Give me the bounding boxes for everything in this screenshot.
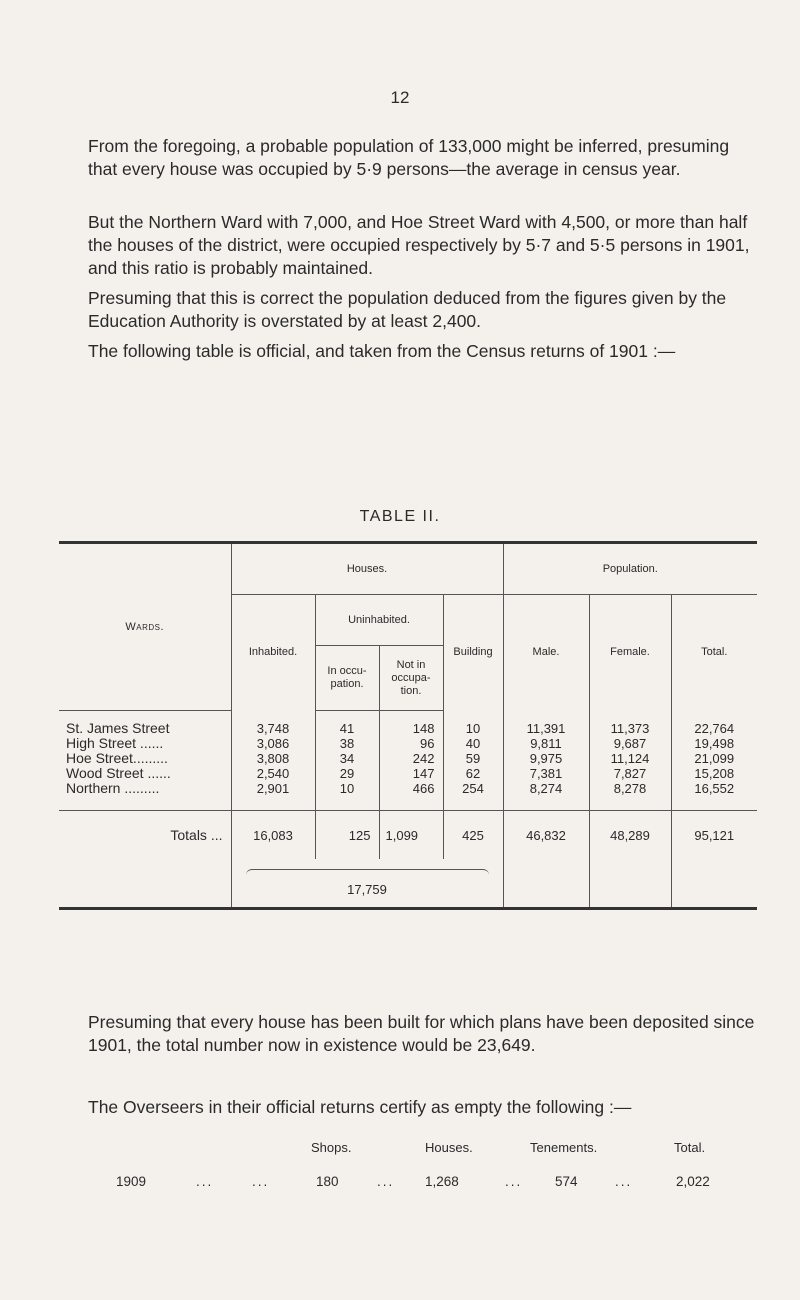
building-cell: 59 [443, 751, 503, 766]
total-cell: 15,208 [671, 766, 757, 781]
houses-grand-total-cell [231, 859, 503, 909]
building-cell: 40 [443, 736, 503, 751]
header-building: Building [443, 595, 503, 711]
male-cell: 11,391 [503, 721, 589, 736]
table-row [59, 766, 757, 781]
female-cell: 9,687 [589, 736, 671, 751]
ward-name: Hoe Street......... [66, 750, 168, 766]
header-wards-label: Wards. [125, 620, 165, 633]
header-inhabited: Inhabited. [231, 595, 315, 711]
ward-name: Northern ......... [66, 780, 160, 796]
separator-row [59, 796, 757, 811]
male-cell: 9,975 [503, 751, 589, 766]
not-in-occupation-cell: 466 [379, 781, 443, 796]
empties-houses: 1,268 [425, 1174, 459, 1189]
total-cell: 22,764 [671, 721, 757, 736]
dots: ... [615, 1174, 633, 1189]
empties-shops: 180 [316, 1174, 339, 1189]
not-in-occupation-cell: 242 [379, 751, 443, 766]
table-title: TABLE II. [359, 508, 441, 525]
in-occupation-cell: 41 [315, 721, 379, 736]
empties-total: 2,022 [676, 1174, 710, 1189]
header-male: Male. [503, 595, 589, 711]
table-row [59, 781, 757, 796]
in-occupation-cell: 10 [315, 781, 379, 796]
totals-label: Totals ... [170, 826, 223, 843]
paragraph-population-inference: From the foregoing, a probable population of 133,000 might be inferred, presuming that every house was occupied by 5·9 persons—the average in census year. [88, 136, 730, 179]
header-uninhabited: Uninhabited. [315, 595, 443, 646]
empties-year: 1909 [116, 1174, 147, 1189]
header-in-occupation: In occu- pation. [315, 646, 379, 711]
building-cell: 10 [443, 721, 503, 736]
empties-header-tenements: Tenements. [530, 1140, 598, 1155]
building-cell: 62 [443, 766, 503, 781]
houses-grand-total-row [59, 859, 757, 909]
inhabited-cell: 2,540 [231, 766, 315, 781]
dots: ... [505, 1174, 523, 1189]
total-cell: 16,552 [671, 781, 757, 796]
male-cell: 9,811 [503, 736, 589, 751]
empties-header-shops: Shops. [311, 1140, 352, 1155]
totals-inhabited: 16,083 [231, 811, 315, 860]
houses-grand-total: 17,759 [347, 882, 387, 897]
in-occupation-cell: 34 [315, 751, 379, 766]
female-cell: 11,373 [589, 721, 671, 736]
header-female: Female. [589, 595, 671, 711]
header-total: Total. [671, 595, 757, 711]
inhabited-cell: 3,808 [231, 751, 315, 766]
brace-icon [246, 869, 489, 880]
empties-header-houses: Houses. [425, 1140, 473, 1155]
female-cell: 8,278 [589, 781, 671, 796]
dots: ... [252, 1174, 270, 1189]
empties-row [0, 1174, 800, 1192]
empties-header-total: Total. [674, 1140, 706, 1155]
page-number: 12 [390, 88, 410, 107]
inhabited-cell: 2,901 [231, 781, 315, 796]
empties-tenements: 574 [555, 1174, 578, 1189]
totals-not-in-occupation: 1,099 [379, 811, 443, 860]
female-cell: 7,827 [589, 766, 671, 781]
table-row [59, 736, 757, 751]
dots: ... [196, 1174, 214, 1189]
census-table [59, 541, 757, 910]
header-not-in-occupation: Not in occupa- tion. [379, 646, 443, 711]
inhabited-cell: 3,748 [231, 721, 315, 736]
male-cell: 8,274 [503, 781, 589, 796]
female-cell: 11,124 [589, 751, 671, 766]
empties-header [0, 1140, 800, 1158]
table-row [59, 721, 757, 736]
totals-male: 46,832 [503, 811, 589, 860]
in-occupation-cell: 38 [315, 736, 379, 751]
not-in-occupation-cell: 96 [379, 736, 443, 751]
in-occupation-cell: 29 [315, 766, 379, 781]
totals-in-occupation: 125 [315, 811, 379, 860]
not-in-occupation-cell: 148 [379, 721, 443, 736]
building-cell: 254 [443, 781, 503, 796]
paragraph-houses-estimate: Presuming that every house has been built for which plans have been deposited since 1901, the total number now in existence would be 23,649. [88, 1012, 755, 1055]
total-cell: 19,498 [671, 736, 757, 751]
totals-building: 425 [443, 811, 503, 860]
male-cell: 7,381 [503, 766, 589, 781]
table-row [59, 751, 757, 766]
header-wards [59, 543, 231, 711]
ward-name: Wood Street ...... [66, 765, 171, 781]
dots: ... [377, 1174, 395, 1189]
not-in-occupation-cell: 147 [379, 766, 443, 781]
totals-row [59, 811, 757, 860]
header-population: Population. [503, 543, 757, 595]
paragraph-table-intro: The following table is official, and taken from the Census returns of 1901 :— [88, 341, 676, 361]
ward-name: St. James Street [66, 720, 170, 736]
total-cell: 21,099 [671, 751, 757, 766]
totals-female: 48,289 [589, 811, 671, 860]
header-houses: Houses. [231, 543, 503, 595]
paragraph-ward-ratios: But the Northern Ward with 7,000, and Hoe Street Ward with 4,500, or more than half the houses of the district, were occupied respectively by 5·7 and 5·5 persons in 1901, and this ratio is probably maintained. [88, 212, 750, 278]
paragraph-overseers: The Overseers in their official returns certify as empty the following :— [88, 1097, 632, 1117]
inhabited-cell: 3,086 [231, 736, 315, 751]
ward-name: High Street ...... [66, 735, 164, 751]
totals-total: 95,121 [671, 811, 757, 860]
paragraph-overstatement: Presuming that this is correct the population deduced from the figures given by the Education Authority is overstated by at least 2,400. [88, 288, 727, 331]
